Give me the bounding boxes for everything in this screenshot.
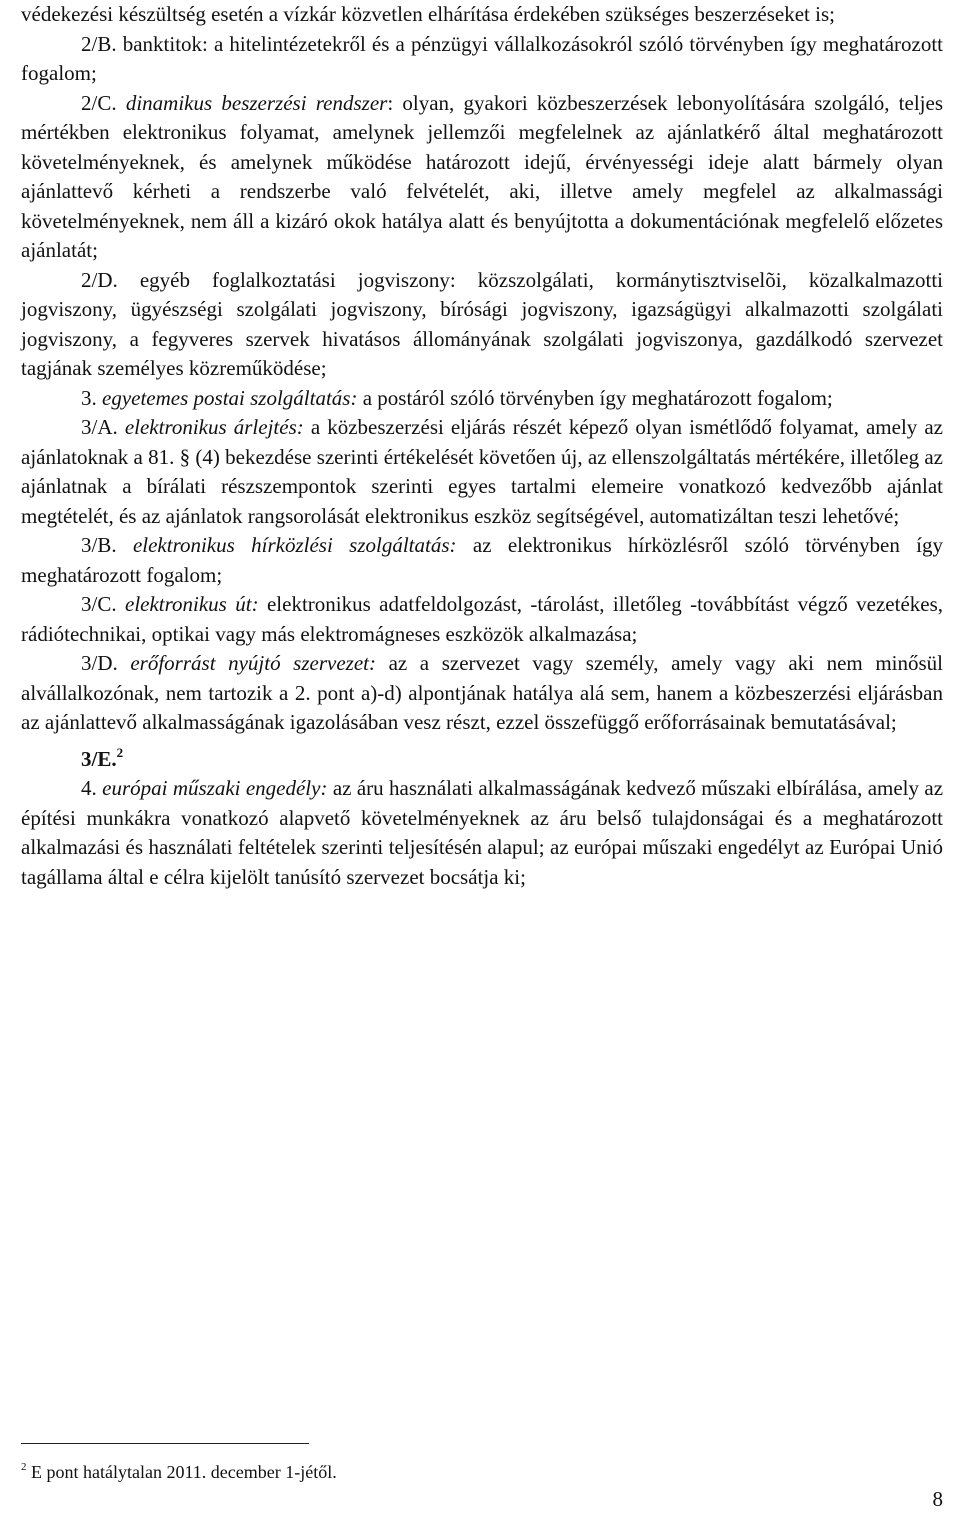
paragraph-text: a közbeszerzési eljárás részét képező olyan ismétlődő folyamat, amely az ajánlatoknak a 81. § (4) bekezdése szerinti értékelését követően új, az ellenszolgáltatás mértékére, illetőleg az ajánlatnak a bírálati részszempontok szerinti egyes tartalmi elemeire vonatkozó kedvezőbb ajánlat megtételét, és az ajánlatok rangsorolását elektronikus eszköz segítségével, automatizáltan teszi lehetővé; xyxy=(21,415,943,528)
paragraph-2c xyxy=(21,89,943,266)
paragraph-label: 3. xyxy=(81,385,97,410)
page-number: 8 xyxy=(932,1487,943,1511)
paragraph-label: 2/B. xyxy=(81,31,117,56)
paragraph-2b xyxy=(21,30,943,89)
defined-term: elektronikus út: xyxy=(125,592,259,616)
paragraph-3d xyxy=(21,649,943,738)
paragraph-3e-heading xyxy=(21,738,943,775)
footnote-separator xyxy=(21,1443,309,1444)
paragraph-3a xyxy=(21,413,943,531)
defined-term: dinamikus beszerzési rendszer xyxy=(125,90,388,115)
defined-term: elektronikus hírközlési szolgáltatás: xyxy=(132,533,457,557)
paragraph-label: 3/D. xyxy=(81,651,118,675)
footnote xyxy=(21,1455,337,1484)
footnote-text: E pont hatálytalan 2011. december 1-jétől. xyxy=(31,1462,337,1482)
paragraph-2d xyxy=(21,266,943,384)
paragraph-text: elektronikus adatfeldolgozást, -tárolást, illetőleg -továbbítást végző vezetékes, rádiótechnikai, optikai vagy más elektromágneses eszközök alkalmazása; xyxy=(21,592,944,646)
paragraph-text: a postáról szóló törvényben így meghatározott fogalom; xyxy=(362,385,833,410)
paragraph-label: 3/B. xyxy=(81,533,117,557)
paragraph-3c xyxy=(21,590,943,649)
document-page xyxy=(21,0,944,1482)
footnote-mark: 2 xyxy=(21,1461,27,1473)
paragraph-label: 3/E. xyxy=(81,746,117,771)
defined-term: elektronikus árlejtés: xyxy=(124,415,304,439)
paragraph-text: banktitok: a hitelintézetekről és a pénzügyi vállalkozásokról szóló törvényben így meghatározott fogalom; xyxy=(21,31,943,85)
paragraph-4 xyxy=(21,774,943,892)
paragraph-text: az elektronikus hírközlésről szóló törvényben így meghatározott fogalom; xyxy=(21,533,944,587)
paragraph-text: az a szervezet vagy személy, amely vagy aki nem minősül alvállalkozónak, nem tartozik a 2. pont a)-d) alpontjának hatálya alá sem, hanem a közbeszerzési eljárásban az ajánlattevő alkalmasságának igazolásában vesz részt, ezzel összefüggő erőforrásainak bemutatásával; xyxy=(21,651,944,734)
paragraph-intro xyxy=(21,0,943,30)
paragraph-text: védekezési készültség esetén a vízkár közvetlen elhárítása érdekében szükséges beszerzéseket is; xyxy=(21,2,835,26)
paragraph-text: az áru használati alkalmasságának kedvező műszaki elbírálása, amely az építési munkákra vonatkozó alapvető követelményeknek az áru belső tulajdonságai és a meghatározott alkalmazási és használati feltételek szerinti teljesítésén alapul; az európai műszaki engedélyt az Európai Unió tagállama által e célra kijelölt tanúsító szervezet bocsátja ki; xyxy=(21,776,944,889)
footnote-reference[interactable]: 2 xyxy=(116,744,124,760)
paragraph-text: egyéb foglalkoztatási jogviszony: közszolgálati, kormánytisztviselõi, közalkalmazotti jogviszony, ügyészségi szolgálati jogviszony, bírósági jogviszony, igazságügyi alkalmazotti szolgálati jogviszony, a fegyveres szervek hivatásos állományának szolgálati jogviszonya, gazdálkodó szervezet tagjának személyes közreműködése; xyxy=(21,267,943,380)
paragraph-label: 2/C. xyxy=(81,90,117,115)
paragraph-3 xyxy=(21,384,943,414)
paragraph-text: : olyan, gyakori közbeszerzések lebonyolítására szolgáló, teljes mértékben elektronikus folyamat, amelynek jellemzői megfelelnek az ajánlatkérő által meghatározott követelményeknek, és amelynek működése határozott idejű, érvényességi ideje alatt bármely olyan ajánlattevő kérheti a rendszerbe való felvételét, aki, illetve amely megfelel az alkalmassági követelményeknek, nem áll a kizáró okok hatálya alatt és benyújtotta a dokumentációnak megfelelő előzetes ajánlatát; xyxy=(21,90,944,262)
defined-term: európai műszaki engedély: xyxy=(102,776,328,800)
paragraph-3b xyxy=(21,531,943,590)
defined-term: egyetemes postai szolgáltatás: xyxy=(102,385,358,410)
paragraph-label: 3/A. xyxy=(81,415,118,439)
paragraph-label: 2/D. xyxy=(81,267,118,292)
paragraph-label: 4. xyxy=(81,776,97,800)
paragraph-label: 3/C. xyxy=(81,592,117,616)
defined-term: erőforrást nyújtó szervezet: xyxy=(130,651,376,675)
